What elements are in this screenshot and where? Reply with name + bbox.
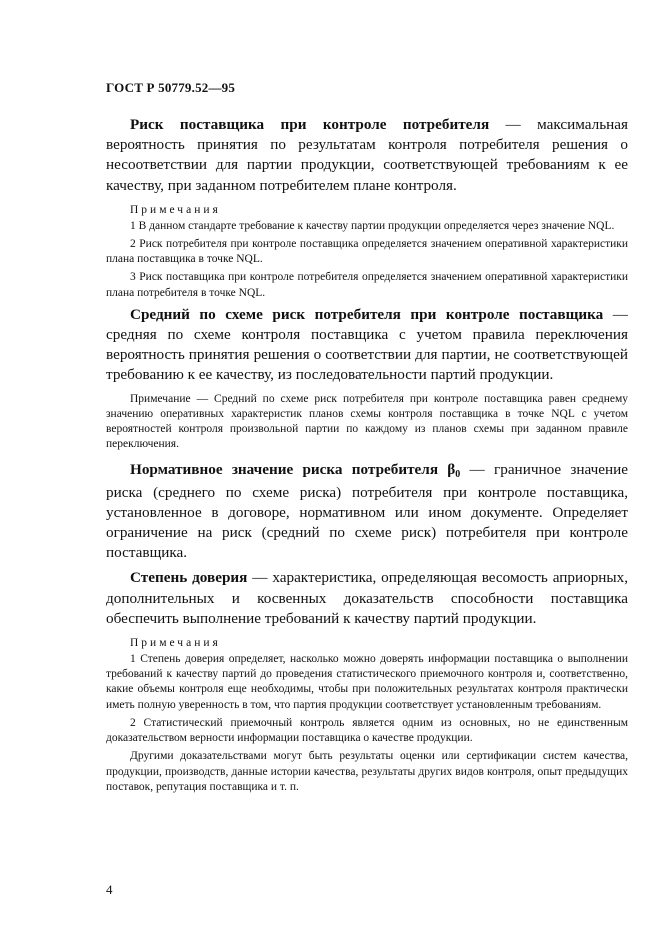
definition-average-risk	[106, 305, 628, 386]
notes-heading: Примечания	[130, 637, 221, 650]
document-body	[106, 115, 628, 798]
document-header: ГОСТ Р 50779.52—95	[106, 80, 236, 95]
definition-text: — максимальная вероятность принятия по результатам контроля потребителя решения о несоответствии для партии продукции, соответствующей требованиям к ее качеству, при заданном потребителем плане контроля.	[106, 116, 628, 194]
note-item: 2 Риск потребителя при контроле поставщика определяется значением оперативной характеристики плана поставщика в точке NQL.	[106, 238, 628, 266]
page-number: 4	[106, 882, 113, 897]
term: Средний по схеме риск потребителя при контроле поставщика	[130, 305, 604, 323]
term-subscript: 0	[455, 469, 461, 481]
definition-trust-degree	[106, 568, 628, 629]
note-item: 1 Степень доверия определяет, насколько можно доверять информации поставщика о выполнении требований к качеству партий до проведения статистического приемочного контроля и, соответственно, какие объемы контроля еще необходимы, чтобы при положительных результатах контроля практически иметь полную уверенность в том, что партия продукции соответствует установленным требованиям.	[106, 653, 628, 711]
definition-normative-risk	[106, 460, 628, 563]
term: Риск поставщика при контроле потребителя	[130, 116, 490, 133]
definition-text: — характеристика, определяющая весомость априорных, дополнительных и косвенных доказательств способности поставщика обеспечить выполнение требований к качеству партий продукции.	[106, 569, 629, 627]
notes-heading: Примечания	[130, 203, 221, 216]
definition-text: — средняя по схеме контроля поставщика с учетом правила переключения вероятность принятия решения о соответствии для партии, не соответствующей требованию к ее качеству, из последовательности партий продукции.	[106, 305, 628, 384]
definition-text: — граничное значение риска (среднего по схеме риска) потребителя при контроле поставщика, установленное в договоре, нормативном или ином документе. Определяет ограничение на риск (средний по схеме риск) потребителя при контроле поставщика.	[106, 461, 628, 562]
note-item: 3 Риск поставщика при контроле потребителя определяется значением оперативной характеристики плана потребителя в точке NQL.	[106, 271, 628, 299]
note-item: 1 В данном стандарте требование к качеству партии продукции определяется через значение NQL.	[130, 219, 615, 232]
definition-consumer-risk	[106, 115, 628, 196]
note-item: Другими доказательствами могут быть результаты оценки или сертификации систем качества, продукции, производств, данные истории качества, результаты других видов контроля, опыт предыдущих поставок, репутация поставщика и т. п.	[106, 750, 628, 793]
term: Степень доверия	[130, 569, 248, 587]
note-item: Примечание — Средний по схеме риск потребителя при контроле поставщика равен среднему значению оперативных характеристик планов схемы контроля поставщика в точке NQL с учетом вероятностей контроля произвольной партии по каждому из планов схемы при заданном правиле переключения.	[106, 392, 628, 451]
note-item: 2 Статистический приемочный контроль является одним из основных, но не единственным доказательством верности информации поставщика о качестве продукции.	[106, 716, 628, 745]
term: Нормативное значение риска потребителя β	[130, 461, 456, 479]
